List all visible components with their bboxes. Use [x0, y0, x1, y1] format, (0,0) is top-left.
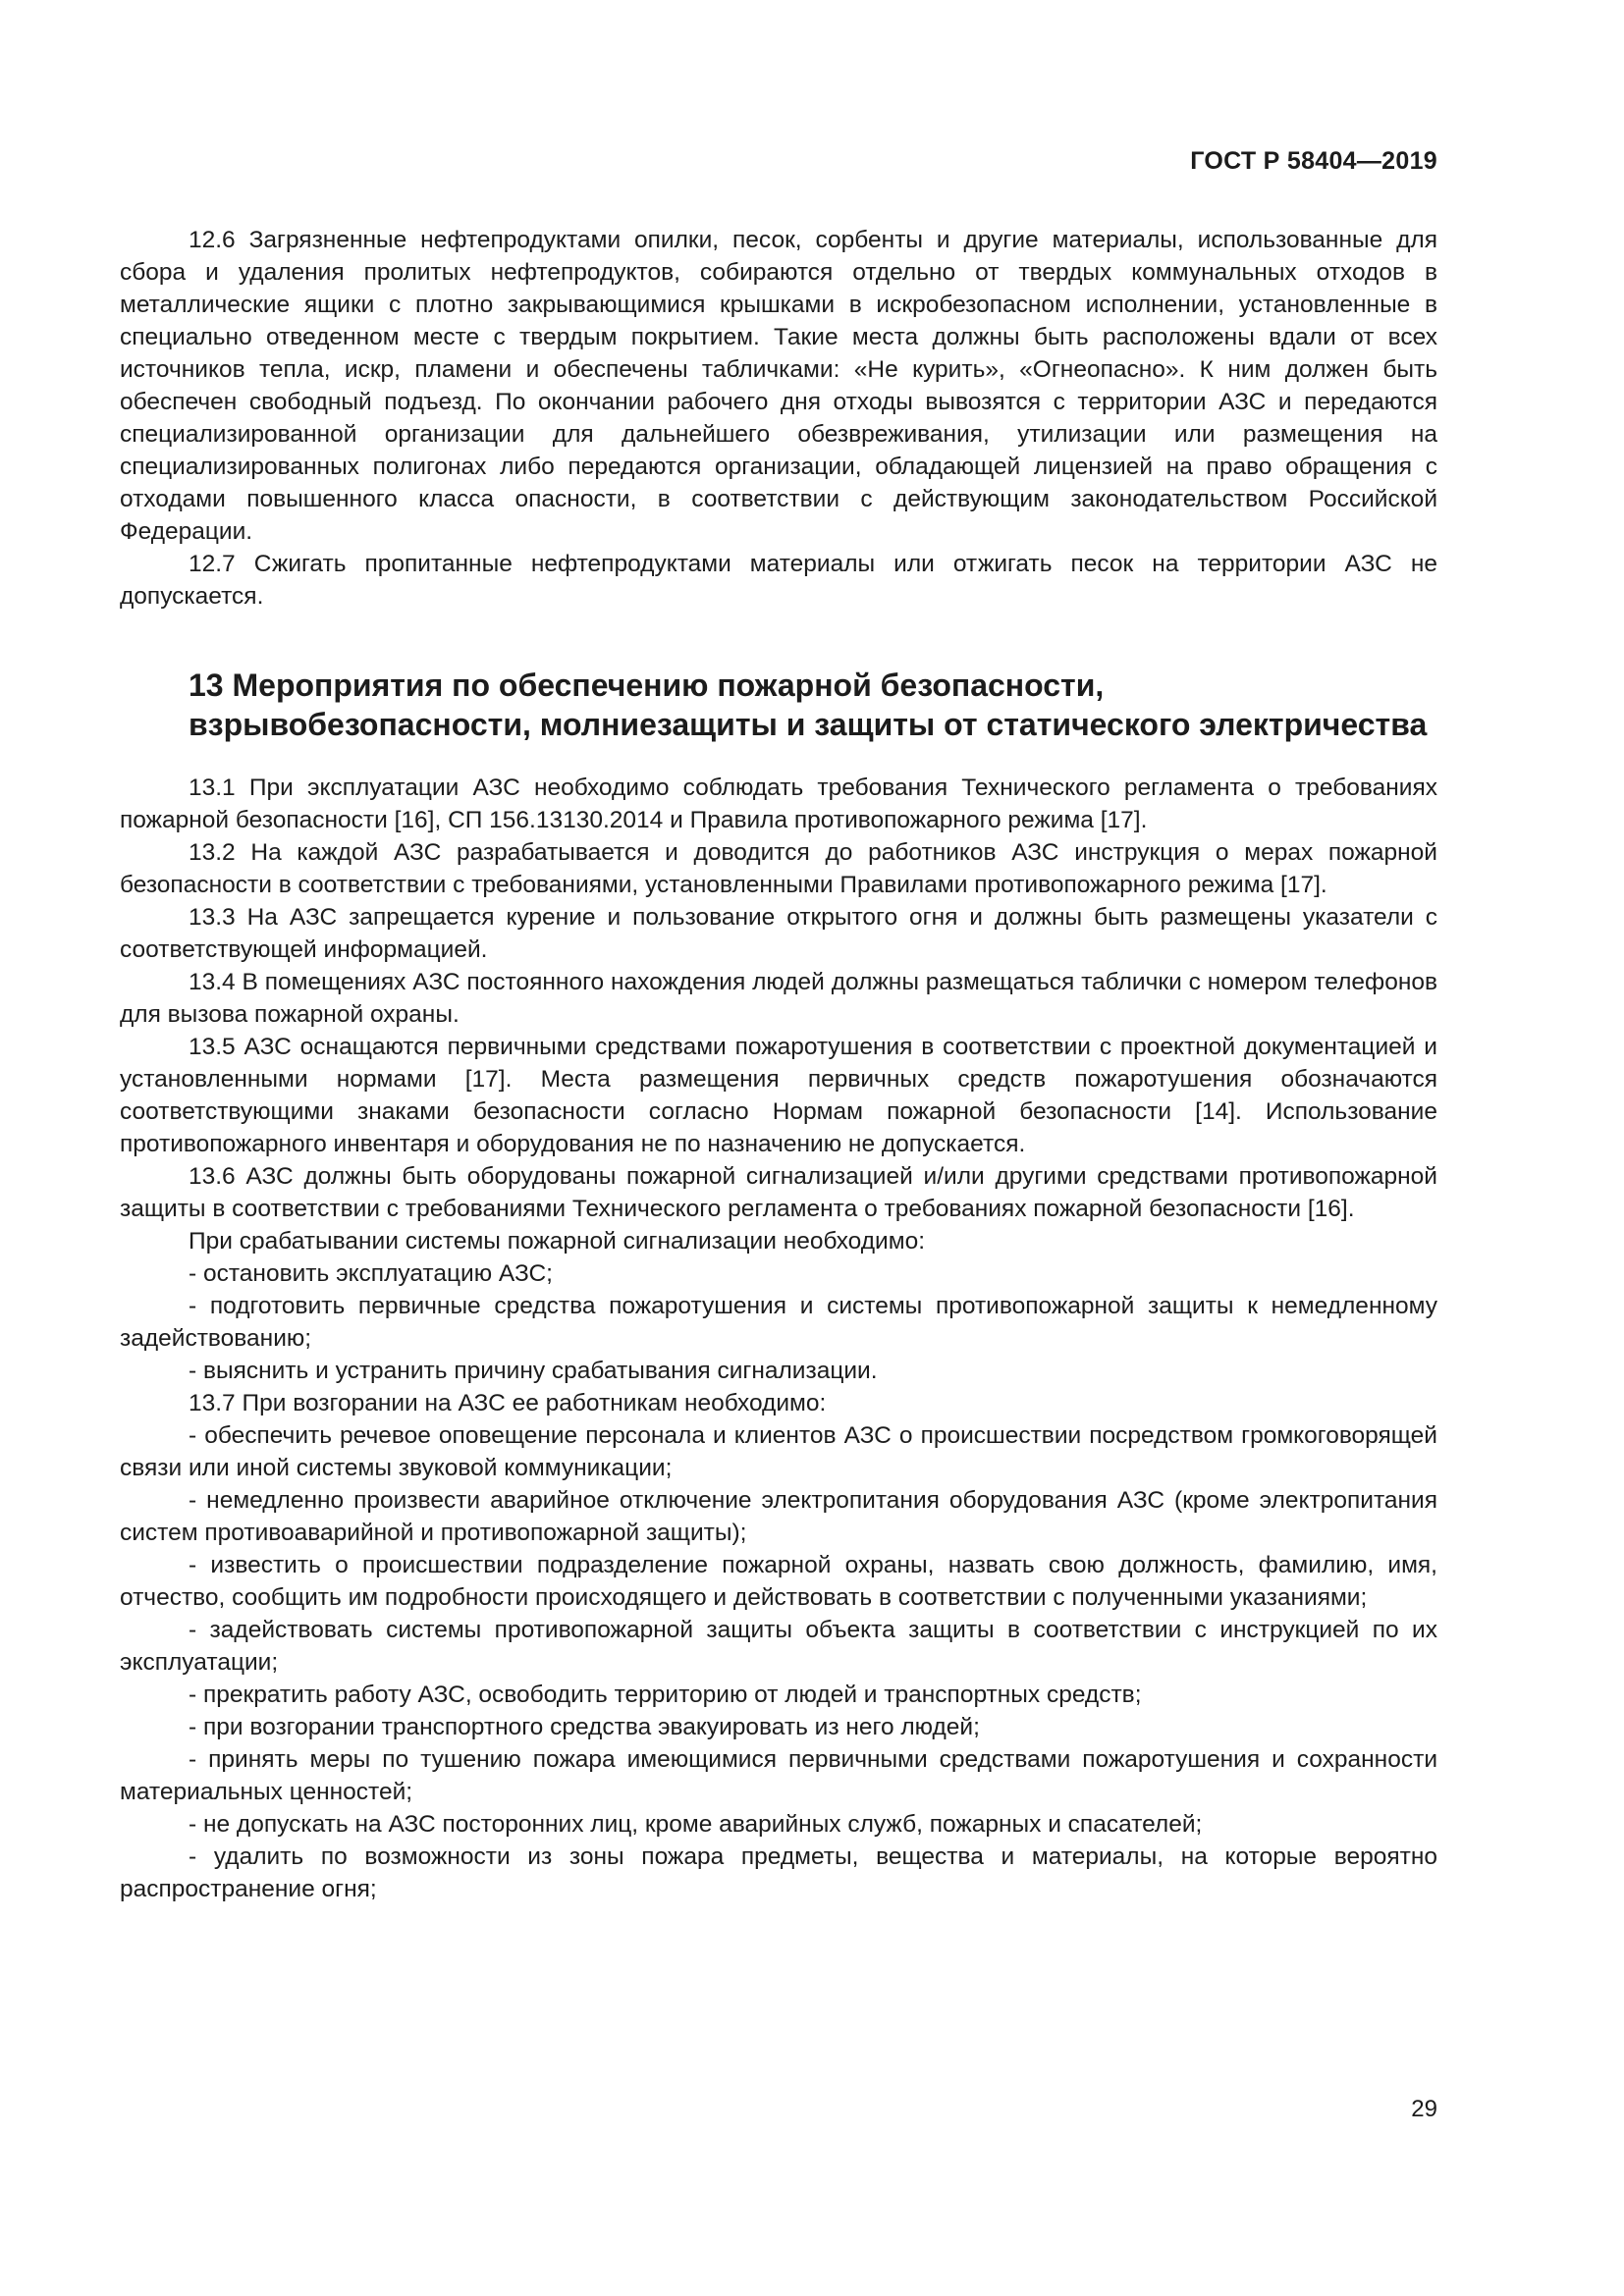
list-item: - прекратить работу АЗС, освободить территорию от людей и транспортных средств;	[189, 1682, 1142, 1708]
list-item: - известить о происшествии подразделение пожарной охраны, назвать свою должность, фамилию, имя, отчество, сообщить им подробности происходящего и действовать в соответствии с полученными указаниями;	[120, 1552, 1437, 1611]
paragraph: 13.3 На АЗС запрещается курение и пользование открытого огня и должны быть размещены указатели с соответствующей информацией.	[120, 904, 1437, 963]
list-item: - при возгорании транспортного средства эвакуировать из него людей;	[189, 1714, 980, 1740]
paragraph: 13.4 В помещениях АЗС постоянного нахождения людей должны размещаться таблички с номером телефонов для вызова пожарной охраны.	[120, 969, 1437, 1028]
paragraph: 13.2 На каждой АЗС разрабатывается и доводится до работников АЗС инструкция о мерах пожарной безопасности в соответствии с требованиями, установленными Правилами противопожарного режима [17].	[120, 839, 1437, 898]
paragraph: 12.7 Сжигать пропитанные нефтепродуктами материалы или отжигать песок на территории АЗС не допускается.	[120, 551, 1437, 610]
paragraph: 13.1 При эксплуатации АЗС необходимо соблюдать требования Технического регламента о требованиях пожарной безопасности [16], СП 156.13130.2014 и Правила противопожарного режима [17].	[120, 774, 1437, 833]
paragraph: 13.7 При возгорании на АЗС ее работникам необходимо:	[189, 1390, 827, 1416]
section-13-heading: 13 Мероприятия по обеспечению пожарной безопасности, взрывобезопасности, молниезащиты и защиты от статического электричества	[189, 667, 1428, 742]
paragraph: 13.5 АЗС оснащаются первичными средствами пожаротушения в соответствии с проектной документацией и установленными нормами [17]. Места размещения первичных средств пожаротушения обозначаются соответствующими знаками безопасности согласно Нормам пожарной безопасности [14]. Использование противопожарного инвентаря и оборудования не по назначению не допускается.	[120, 1034, 1437, 1157]
paragraph: 12.6 Загрязненные нефтепродуктами опилки, песок, сорбенты и другие материалы, использованные для сбора и удаления пролитых нефтепродуктов, собираются отдельно от твердых коммунальных отходов в металлические ящики с плотно закрывающимися крышками в искробезопасном исполнении, установленные в специально отведенном месте с твердым покрытием. Такие места должны быть расположены вдали от всех источников тепла, искр, пламени и обеспечены табличками: «Не курить», «Огнеопасно». К ним должен быть обеспечен свободный подъезд. По окончании рабочего дня отходы вывозятся с территории АЗС и передаются специализированной организации для дальнейшего обезвреживания, утилизации или размещения на специализированных полигонах либо передаются организации, обладающей лицензией на право обращения с отходами повышенного класса опасности, в соответствии с действующим законодательством Российской Федерации.	[120, 227, 1437, 545]
page-number: 29	[1411, 2096, 1437, 2122]
paragraph: 13.6 АЗС должны быть оборудованы пожарной сигнализацией и/или другими средствами противопожарной защиты в соответствии с требованиями Технического регламента о требованиях пожарной безопасности [16].	[120, 1163, 1437, 1222]
list-item: - обеспечить речевое оповещение персонала и клиентов АЗС о происшествии посредством громкоговорящей связи или иной системы звуковой коммуникации;	[120, 1422, 1437, 1481]
list-item: - не допускать на АЗС посторонних лиц, кроме аварийных служб, пожарных и спасателей;	[189, 1811, 1203, 1838]
list-item: - задействовать системы противопожарной защиты объекта защиты в соответствии с инструкцией по их эксплуатации;	[120, 1617, 1437, 1676]
list-item: - остановить эксплуатацию АЗС;	[189, 1260, 553, 1287]
list-item: - удалить по возможности из зоны пожара предметы, вещества и материалы, на которые вероятно распространение огня;	[120, 1843, 1437, 1902]
list-item: - выяснить и устранить причину срабатывания сигнализации.	[189, 1358, 878, 1384]
document-body	[120, 224, 1437, 1905]
list-item: - немедленно произвести аварийное отключение электропитания оборудования АЗС (кроме электропитания систем противоаварийной и противопожарной защиты);	[120, 1487, 1437, 1546]
section-13-text	[120, 772, 1437, 1905]
list-item: - подготовить первичные средства пожаротушения и системы противопожарной защиты к немедленному задействованию;	[120, 1293, 1437, 1352]
paragraph: При срабатывании системы пожарной сигнализации необходимо:	[189, 1228, 926, 1255]
section-12-text	[120, 224, 1437, 613]
document-code: ГОСТ Р 58404—2019	[1190, 147, 1437, 175]
list-item: - принять меры по тушению пожара имеющимися первичными средствами пожаротушения и сохранности материальных ценностей;	[120, 1746, 1437, 1805]
